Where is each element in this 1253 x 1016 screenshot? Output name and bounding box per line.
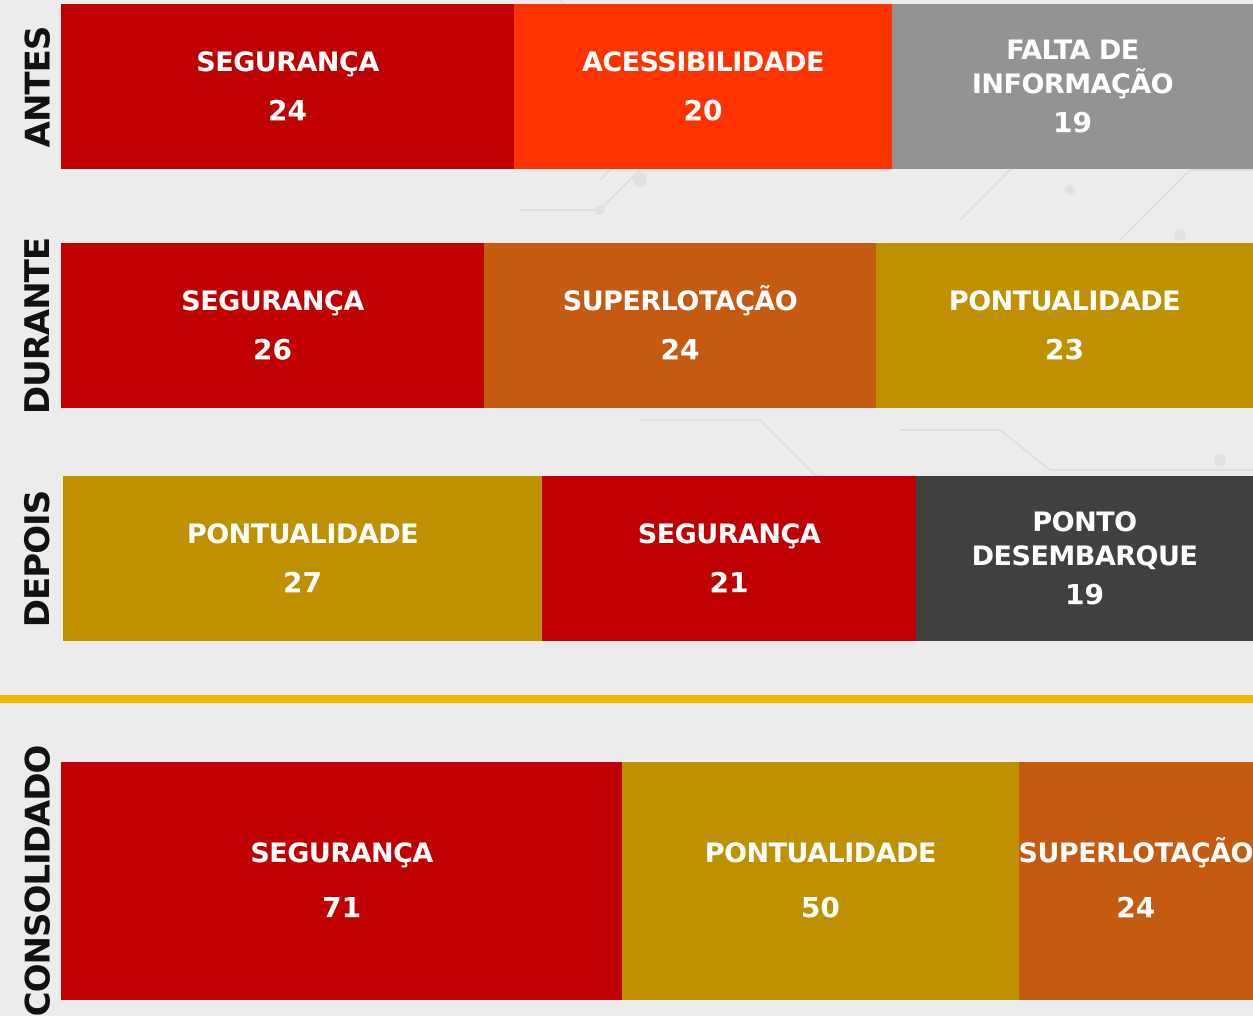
- bar-segment: [61, 243, 484, 408]
- segment-category-label: SUPERLOTAÇÃO: [562, 285, 798, 317]
- segment-value-label: 19: [1053, 105, 1092, 139]
- segment-category-label: PONTO DESEMBARQUE: [971, 506, 1198, 572]
- bar-segment: [63, 476, 542, 641]
- segment-category-label: ACESSIBILIDADE: [582, 46, 824, 78]
- segment-category-label: SUPERLOTAÇÃO: [1018, 838, 1253, 869]
- segment-value-label: 20: [683, 93, 723, 127]
- segment-value-label: 27: [283, 565, 322, 599]
- row-label-text: ANTES: [18, 26, 58, 147]
- bar-segment: [622, 762, 1018, 1000]
- bar-segment: [61, 4, 514, 169]
- segment-category-label: FALTA DE INFORMAÇÃO: [971, 34, 1174, 100]
- bar-segment: [876, 243, 1253, 408]
- segment-value-label: 24: [268, 93, 307, 127]
- row-label-text: CONSOLIDADO: [18, 745, 58, 1016]
- row-label-antes: [18, 4, 58, 169]
- row-label-text: DEPOIS: [18, 490, 59, 627]
- segment-value-label: 50: [800, 891, 840, 924]
- bar-segment: [1019, 762, 1253, 1000]
- segment-category-label: PONTUALIDADE: [704, 838, 936, 869]
- bar-segment: [484, 243, 876, 408]
- segment-value-label: 19: [1065, 577, 1104, 611]
- bar-row-depois: [63, 476, 1253, 641]
- bar-segment: [916, 476, 1253, 641]
- bar-segment: [892, 4, 1253, 169]
- bar-segment: [61, 762, 622, 1000]
- bar-segment: [542, 476, 916, 641]
- segment-value-label: 24: [1116, 891, 1156, 924]
- segment-value-label: 24: [660, 332, 700, 366]
- segment-category-label: SEGURANÇA: [250, 838, 433, 869]
- segment-category-label: SEGURANÇA: [181, 285, 364, 317]
- segment-value-label: 26: [253, 332, 292, 366]
- segment-category-label: SEGURANÇA: [196, 46, 379, 78]
- row-label-text: DURANTE: [18, 237, 59, 414]
- segment-category-label: SEGURANÇA: [637, 518, 821, 550]
- bar-segment: [514, 4, 892, 169]
- bar-row-consolidado: [61, 762, 1253, 1000]
- segment-category-label: PONTUALIDADE: [948, 285, 1181, 317]
- bar-row-durante: [61, 243, 1253, 408]
- bar-row-antes: [61, 4, 1253, 169]
- row-label-depois: [18, 476, 58, 641]
- yellow-divider-line: [0, 695, 1253, 703]
- segment-category-label: PONTUALIDADE: [186, 518, 419, 550]
- row-label-consolidado: [18, 745, 58, 1016]
- row-label-durante: [18, 237, 59, 414]
- segment-value-label: 21: [709, 565, 749, 599]
- segment-value-label: 23: [1045, 332, 1084, 366]
- segment-value-label: 71: [322, 891, 362, 924]
